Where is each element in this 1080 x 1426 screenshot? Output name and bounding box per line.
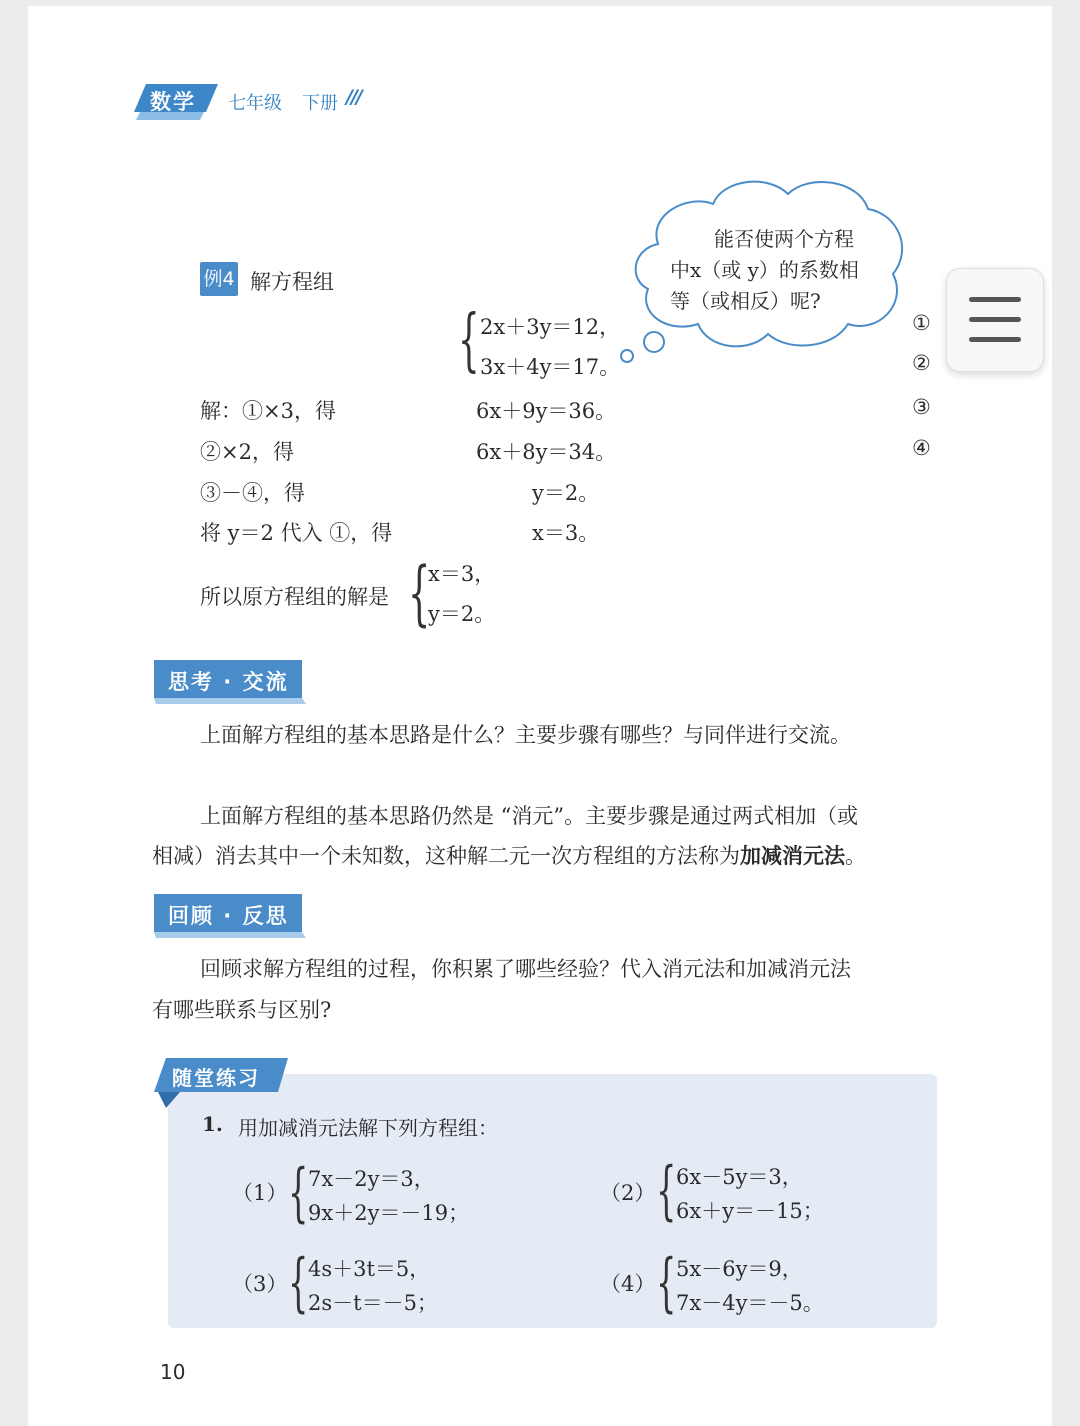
page-number: 10 — [160, 1360, 186, 1384]
conclusion-y: y＝2。 — [428, 602, 496, 626]
hamburger-icon — [969, 317, 1021, 322]
grade-label: 七年级 — [228, 93, 282, 114]
conclusion-label: 所以原方程组的解是 — [200, 585, 389, 609]
equation-mark-1: ① — [912, 311, 931, 335]
review-line-1: 回顾求解方程组的过程，你积累了哪些经验？代入消元法和加减消元法 — [200, 957, 851, 981]
solution-mark-1: ③ — [912, 395, 931, 419]
equation-mark-2: ② — [912, 351, 931, 375]
menu-button[interactable] — [946, 268, 1044, 372]
review-banner-label: 回顾 · 反思 — [168, 904, 289, 928]
solution-step-3: ③－④，得 — [200, 481, 305, 505]
review-line-2: 有哪些联系与区别? — [152, 998, 332, 1022]
header-decoration: /// — [346, 86, 361, 108]
item-1-label: （1） — [232, 1181, 288, 1205]
item-1-eq-2: 9x＋2y＝－19； — [308, 1201, 470, 1225]
equation-1: 2x＋3y＝12， — [480, 315, 621, 339]
solution-step-2: ②×2，得 — [200, 440, 294, 464]
item-4-label: （4） — [600, 1272, 656, 1296]
item-1-eq-1: 7x－2y＝3， — [308, 1167, 435, 1191]
item-3-eq-1: 4s＋3t＝5， — [308, 1257, 431, 1281]
solution-eq-2: 6x＋8y＝34。 — [476, 440, 617, 464]
item-2-brace: { — [656, 1154, 677, 1228]
system-brace: { — [458, 301, 480, 380]
equation-2: 3x＋4y＝17。 — [480, 355, 621, 379]
think-banner-label: 思考 · 交流 — [168, 670, 289, 694]
question-number: 1. — [202, 1112, 223, 1136]
conclusion-x: x＝3， — [428, 562, 496, 586]
solution-mark-2: ④ — [912, 436, 931, 460]
conclusion-brace: { — [408, 552, 431, 634]
example-title: 解方程组 — [250, 270, 334, 294]
subject-label: 数学 — [150, 90, 196, 114]
solution-eq-3: y＝2。 — [532, 481, 600, 505]
solution-eq-1: 6x＋9y＝36。 — [476, 399, 617, 423]
explain-line-1: 上面解方程组的基本思路仍然是 “消元”。主要步骤是通过两式相加（或 — [200, 804, 859, 828]
bubble-line-2: 中x（或 y）的系数相 — [670, 258, 859, 282]
key-term: 加减消元法 — [740, 844, 845, 868]
hamburger-icon — [969, 337, 1021, 342]
item-4-brace: { — [656, 1246, 677, 1320]
hamburger-icon — [969, 297, 1021, 302]
solution-step-1 — [200, 395, 336, 425]
volume-label: 下册 — [302, 93, 338, 114]
explain-line-2 — [152, 840, 866, 870]
question-text: 用加减消元法解下列方程组： — [238, 1116, 498, 1140]
practice-banner-label: 随堂练习 — [172, 1066, 260, 1090]
item-2-eq-1: 6x－5y＝3， — [676, 1165, 803, 1189]
bubble-line-3: 等（或相反）呢? — [670, 289, 821, 313]
explain-line-2-text: 相减）消去其中一个未知数，这种解二元一次方程组的方法称为 — [152, 844, 740, 868]
item-4-eq-2: 7x－4y＝－5。 — [676, 1291, 824, 1315]
item-4-eq-1: 5x－6y＝9， — [676, 1257, 803, 1281]
solution-step-4: 将 y＝2 代入 ①，得 — [200, 521, 393, 545]
item-2-label: （2） — [600, 1181, 656, 1205]
solution-step-1-text: 解：①×3，得 — [200, 399, 336, 423]
item-3-label: （3） — [232, 1272, 288, 1296]
item-2-eq-2: 6x＋y＝－15； — [676, 1199, 824, 1223]
bubble-line-1: 能否使两个方程 — [714, 227, 854, 251]
item-3-eq-2: 2s－t＝－5； — [308, 1291, 438, 1315]
example-label: 例4 — [200, 262, 238, 296]
explain-line-2-end: 。 — [845, 844, 866, 868]
item-3-brace: { — [288, 1246, 309, 1320]
solution-eq-4: x＝3。 — [532, 521, 600, 545]
item-1-brace: { — [288, 1156, 309, 1230]
think-question: 上面解方程组的基本思路是什么？主要步骤有哪些？与同伴进行交流。 — [200, 723, 851, 747]
